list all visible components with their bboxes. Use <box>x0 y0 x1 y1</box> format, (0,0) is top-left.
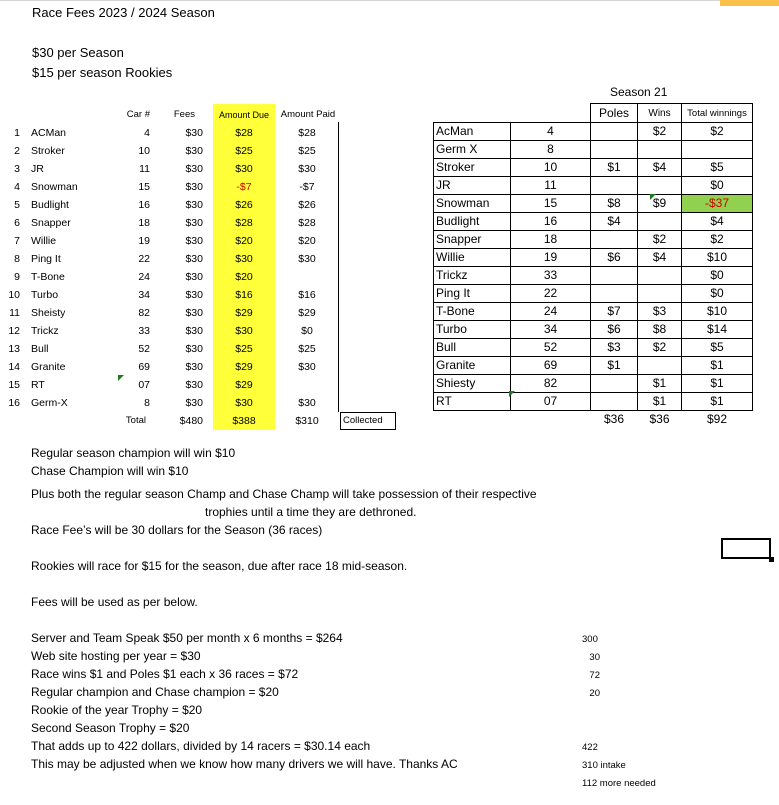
note-chase-champ[interactable]: Chase Champion will win $10 <box>31 464 189 478</box>
header-blank <box>434 104 511 123</box>
poles-cell[interactable] <box>591 123 638 141</box>
table-row <box>434 177 753 195</box>
table-row <box>0 322 420 340</box>
fee-cell[interactable]: $30 <box>185 145 203 157</box>
car-number[interactable]: 18 <box>511 231 591 249</box>
driver-name[interactable]: AcMan <box>434 123 511 141</box>
row-index[interactable]: 14 <box>8 361 20 373</box>
driver-name[interactable]: ACMan <box>31 127 67 139</box>
wins-cell[interactable]: $1 <box>638 393 682 411</box>
driver-name[interactable]: Granite <box>434 357 511 375</box>
total-paid[interactable]: $310 <box>295 415 319 427</box>
amount-due-cell[interactable]: $20 <box>235 235 253 247</box>
car-number[interactable]: 22 <box>138 253 150 265</box>
wins-cell[interactable]: $3 <box>638 303 682 321</box>
cost-line[interactable]: Rookie of the year Trophy = $20 <box>31 703 203 717</box>
total-winnings-cell[interactable]: $5 <box>682 339 753 357</box>
driver-name[interactable]: T-Bone <box>434 303 511 321</box>
cost-value[interactable]: 72 <box>589 670 600 681</box>
wins-cell[interactable]: $2 <box>638 231 682 249</box>
season-rate[interactable]: $30 per Season <box>32 45 124 60</box>
driver-name[interactable]: Turbo <box>31 289 59 301</box>
driver-name[interactable]: Stroker <box>31 145 65 157</box>
table-row <box>0 376 420 394</box>
left-table-header <box>0 106 420 124</box>
total-winnings-cell[interactable]: $10 <box>682 249 753 267</box>
cost-line[interactable]: Regular champion and Chase champion = $20 <box>31 685 279 699</box>
amount-paid-cell[interactable]: $25 <box>298 145 316 157</box>
table-row <box>434 159 753 177</box>
total-winnings-cell[interactable]: $0 <box>682 177 753 195</box>
car-number[interactable]: 15 <box>138 181 150 193</box>
car-number[interactable]: 16 <box>138 199 150 211</box>
car-number[interactable]: 33 <box>138 325 150 337</box>
comment-indicator-icon <box>509 391 515 397</box>
header-amount-paid[interactable]: Amount Paid <box>280 109 336 120</box>
wins-cell[interactable] <box>638 357 682 375</box>
driver-name[interactable]: Willie <box>434 249 511 267</box>
note-race-fee[interactable]: Race Fee’s will be 30 dollars for the Season (36 races) <box>31 523 323 537</box>
row-index[interactable]: 1 <box>14 127 20 139</box>
rookie-rate[interactable]: $15 per season Rookies <box>32 65 173 80</box>
note-trophies-cont[interactable]: trophies until a time they are dethroned. <box>205 505 417 519</box>
cost-line[interactable]: This may be adjusted when we know how many drivers we will have. Thanks AC <box>31 757 458 771</box>
amount-due-cell[interactable]: $16 <box>235 289 253 301</box>
amount-paid-cell[interactable]: $30 <box>298 163 316 175</box>
row-index[interactable]: 7 <box>14 235 20 247</box>
header-poles[interactable]: Poles <box>591 104 638 123</box>
table-row <box>434 249 753 267</box>
fee-cell[interactable]: $30 <box>185 199 203 211</box>
cost-value[interactable]: 30 <box>589 652 600 663</box>
total-winnings-cell[interactable]: $2 <box>682 123 753 141</box>
row-index[interactable]: 8 <box>14 253 20 265</box>
fee-cell[interactable]: $30 <box>185 379 203 391</box>
table-row <box>434 339 753 357</box>
collected-label[interactable]: Collected <box>340 412 396 430</box>
season-label[interactable]: Season 21 <box>610 85 668 99</box>
car-number[interactable]: 24 <box>138 271 150 283</box>
poles-cell[interactable]: $7 <box>591 303 638 321</box>
amount-paid-cell[interactable]: $30 <box>298 361 316 373</box>
winnings-table <box>433 103 753 428</box>
table-row <box>0 304 420 322</box>
comment-indicator-icon <box>650 194 656 200</box>
row-index[interactable]: 11 <box>9 307 20 319</box>
fee-cell[interactable]: $30 <box>185 217 203 229</box>
total-winnings-cell[interactable]: $1 <box>682 357 753 375</box>
header-wins[interactable]: Wins <box>638 104 682 123</box>
driver-name[interactable]: Sheisty <box>31 307 66 319</box>
poles-cell[interactable] <box>591 375 638 393</box>
fee-cell[interactable]: $30 <box>185 307 203 319</box>
wins-cell[interactable]: $4 <box>638 249 682 267</box>
amount-due-cell[interactable]: $29 <box>235 361 253 373</box>
table-row <box>434 195 753 213</box>
amount-paid-cell[interactable]: $28 <box>298 217 316 229</box>
wins-cell[interactable] <box>638 285 682 303</box>
header-amount-due[interactable]: Amount Due <box>218 110 270 120</box>
fee-cell[interactable]: $30 <box>185 181 203 193</box>
driver-name[interactable]: Budlight <box>434 213 511 231</box>
more-needed[interactable]: 112 more needed <box>582 778 656 789</box>
amount-due-cell[interactable]: $30 <box>235 397 253 409</box>
cost-value[interactable]: 422 <box>582 742 598 753</box>
car-number[interactable]: 11 <box>139 163 150 175</box>
car-number[interactable]: 52 <box>511 339 591 357</box>
table-row <box>434 321 753 339</box>
table-row <box>434 231 753 249</box>
amount-paid-cell[interactable]: $29 <box>298 307 316 319</box>
row-index[interactable]: 16 <box>8 397 20 409</box>
footer-blank <box>511 411 591 429</box>
car-number[interactable]: 82 <box>511 375 591 393</box>
driver-name[interactable]: Bull <box>31 343 49 355</box>
row-index[interactable]: 13 <box>8 343 20 355</box>
amount-due-cell[interactable]: $25 <box>235 343 253 355</box>
total-winnings-cell[interactable]: $4 <box>682 213 753 231</box>
car-number[interactable]: 18 <box>138 217 150 229</box>
driver-name[interactable]: Germ-X <box>31 397 68 409</box>
poles-cell[interactable]: $3 <box>591 339 638 357</box>
cost-line[interactable]: That adds up to 422 dollars, divided by 14 racers = $30.14 each <box>31 739 371 753</box>
car-number[interactable]: 82 <box>138 307 150 319</box>
total-label[interactable]: Total <box>125 415 146 426</box>
table-row <box>434 303 753 321</box>
car-number[interactable]: 4 <box>511 123 591 141</box>
table-row <box>0 358 420 376</box>
driver-name[interactable]: Ping It <box>434 285 511 303</box>
car-number[interactable]: 33 <box>511 267 591 285</box>
total-winnings-cell[interactable]: $5 <box>682 159 753 177</box>
car-number[interactable]: 8 <box>144 397 150 409</box>
note-regular-champ[interactable]: Regular season champion will win $10 <box>31 446 236 460</box>
amount-due-cell[interactable]: -$7 <box>236 181 252 193</box>
driver-name[interactable]: Shiesty <box>434 375 511 393</box>
amount-due-cell[interactable]: $28 <box>235 127 253 139</box>
amount-due-cell[interactable]: $30 <box>235 163 253 175</box>
fee-cell[interactable]: $30 <box>185 343 203 355</box>
driver-name[interactable]: Snapper <box>31 217 71 229</box>
fee-cell[interactable]: $30 <box>185 289 203 301</box>
driver-name[interactable]: Trickz <box>31 325 59 337</box>
car-number[interactable]: 34 <box>138 289 150 301</box>
comment-indicator-icon <box>118 375 124 381</box>
row-index[interactable]: 4 <box>14 181 20 193</box>
poles-cell[interactable] <box>591 141 638 159</box>
car-number[interactable]: 34 <box>511 321 591 339</box>
amount-due-cell[interactable]: $26 <box>235 199 253 211</box>
table-row <box>0 250 420 268</box>
table-row <box>0 214 420 232</box>
table-row <box>0 124 420 142</box>
table-row <box>0 340 420 358</box>
row-index[interactable]: 12 <box>8 325 20 337</box>
poles-cell[interactable] <box>591 267 638 285</box>
car-number[interactable]: 15 <box>511 195 591 213</box>
row-index[interactable]: 3 <box>14 163 20 175</box>
cost-line[interactable]: Race wins $1 and Poles $1 each x 36 races = $72 <box>31 667 299 681</box>
amount-paid-cell[interactable]: $26 <box>298 199 316 211</box>
fee-cell[interactable]: $30 <box>185 163 203 175</box>
poles-cell[interactable] <box>591 177 638 195</box>
row-index[interactable]: 6 <box>14 217 20 229</box>
driver-name[interactable]: T-Bone <box>31 271 65 283</box>
driver-name[interactable]: Trickz <box>434 267 511 285</box>
total-winnings[interactable]: $92 <box>706 412 728 426</box>
amount-paid-cell[interactable]: $16 <box>298 289 316 301</box>
wins-cell[interactable]: $2 <box>638 123 682 141</box>
driver-name[interactable]: Snowman <box>31 181 78 193</box>
fee-cell[interactable]: $30 <box>185 271 203 283</box>
left-table-total-row <box>0 412 420 430</box>
total-winnings-cell[interactable]: $2 <box>682 231 753 249</box>
driver-name[interactable]: Turbo <box>434 321 511 339</box>
car-number[interactable]: 11 <box>511 177 591 195</box>
car-number[interactable]: 22 <box>511 285 591 303</box>
cost-value[interactable]: 310 intake <box>582 760 626 771</box>
car-number[interactable]: 24 <box>511 303 591 321</box>
fee-cell[interactable]: $30 <box>185 325 203 337</box>
amount-paid-cell[interactable]: $20 <box>298 235 316 247</box>
total-winnings-cell[interactable]: $0 <box>682 285 753 303</box>
driver-name[interactable]: Bull <box>434 339 511 357</box>
table-row <box>0 286 420 304</box>
amount-due-cell[interactable]: $30 <box>235 253 253 265</box>
wins-cell[interactable]: $8 <box>638 321 682 339</box>
table-row <box>434 267 753 285</box>
table-row <box>0 394 420 412</box>
sheet-title[interactable]: Race Fees 2023 / 2024 Season <box>32 5 215 20</box>
amount-paid-cell[interactable]: $25 <box>298 343 316 355</box>
total-winnings-cell[interactable]: -$37 <box>682 195 753 213</box>
table-row <box>434 357 753 375</box>
cost-value[interactable]: 300 <box>582 634 598 645</box>
note-rookies[interactable]: Rookies will race for $15 for the season, due after race 18 mid-season. <box>31 559 408 573</box>
poles-cell[interactable]: $4 <box>591 213 638 231</box>
car-number[interactable]: 10 <box>138 145 150 157</box>
cost-line[interactable]: Server and Team Speak $50 per month x 6 months = $264 <box>31 631 343 645</box>
driver-name[interactable]: Granite <box>31 361 66 373</box>
poles-cell[interactable]: $8 <box>591 195 638 213</box>
poles-cell[interactable]: $6 <box>591 321 638 339</box>
wins-cell[interactable]: $4 <box>638 159 682 177</box>
table-row <box>434 393 753 411</box>
total-winnings-cell[interactable]: $0 <box>682 267 753 285</box>
fee-cell[interactable]: $30 <box>185 397 203 409</box>
poles-cell[interactable]: $1 <box>591 357 638 375</box>
poles-cell[interactable] <box>591 231 638 249</box>
car-number[interactable]: 07 <box>138 379 150 391</box>
total-winnings-cell[interactable]: $10 <box>682 303 753 321</box>
gridline <box>0 0 720 1</box>
amount-paid-cell[interactable]: $30 <box>298 253 316 265</box>
header-fees[interactable]: Fees <box>173 109 195 120</box>
driver-name[interactable]: RT <box>31 379 45 391</box>
driver-name[interactable]: Snapper <box>434 231 511 249</box>
amount-due-cell[interactable]: $29 <box>235 379 253 391</box>
cost-line[interactable]: Second Season Trophy = $20 <box>31 721 190 735</box>
wins-cell[interactable] <box>638 213 682 231</box>
car-number[interactable]: 19 <box>138 235 150 247</box>
table-row <box>0 178 420 196</box>
amount-due-cell[interactable]: $25 <box>235 145 253 157</box>
row-index[interactable]: 5 <box>14 199 20 211</box>
total-due[interactable]: $388 <box>232 415 256 427</box>
cost-value[interactable]: 20 <box>589 688 600 699</box>
header-total-winnings[interactable]: Total winnings <box>682 104 753 123</box>
fee-cell[interactable]: $30 <box>185 253 203 265</box>
table-row <box>434 141 753 159</box>
table-row <box>0 232 420 250</box>
header-blank <box>511 104 591 123</box>
amount-due-cell[interactable]: $29 <box>235 307 253 319</box>
car-number[interactable]: 8 <box>511 141 591 159</box>
amount-paid-cell[interactable]: $30 <box>298 397 316 409</box>
driver-name[interactable]: JR <box>31 163 44 175</box>
car-number[interactable]: 07 <box>511 393 591 411</box>
car-number[interactable]: 69 <box>511 357 591 375</box>
car-number[interactable]: 19 <box>511 249 591 267</box>
wins-cell[interactable]: $9 <box>638 195 682 213</box>
poles-cell[interactable]: $6 <box>591 249 638 267</box>
car-number[interactable]: 10 <box>511 159 591 177</box>
total-poles[interactable]: $36 <box>603 412 625 426</box>
selected-column-header[interactable] <box>720 0 779 6</box>
row-index[interactable]: 15 <box>8 379 20 391</box>
header-car[interactable]: Car # <box>126 109 150 120</box>
wins-cell[interactable]: $1 <box>638 375 682 393</box>
fee-cell[interactable]: $30 <box>185 127 203 139</box>
table-row <box>0 142 420 160</box>
active-cell-selection[interactable] <box>721 538 771 559</box>
car-number[interactable]: 69 <box>138 361 150 373</box>
cost-line[interactable]: Web site hosting per year = $30 <box>31 649 201 663</box>
table-row <box>0 268 420 286</box>
total-winnings-cell[interactable]: $1 <box>682 393 753 411</box>
poles-cell[interactable] <box>591 285 638 303</box>
wins-cell[interactable]: $2 <box>638 339 682 357</box>
amount-paid-cell[interactable]: $0 <box>301 325 313 337</box>
driver-name[interactable]: Ping It <box>31 253 61 265</box>
amount-due-cell[interactable]: $20 <box>235 271 253 283</box>
table-row <box>434 285 753 303</box>
total-winnings-cell[interactable]: $1 <box>682 375 753 393</box>
amount-due-cell[interactable]: $28 <box>235 217 253 229</box>
amount-paid-cell[interactable]: $28 <box>298 127 316 139</box>
wins-cell[interactable] <box>638 267 682 285</box>
driver-name[interactable]: Willie <box>31 235 57 247</box>
row-index[interactable]: 2 <box>14 145 20 157</box>
amount-due-cell[interactable]: $30 <box>235 325 253 337</box>
row-index[interactable]: 9 <box>14 271 20 283</box>
driver-name[interactable]: Budlight <box>31 199 69 211</box>
row-index[interactable]: 10 <box>8 289 20 301</box>
table-row <box>434 123 753 141</box>
footer-blank <box>434 411 511 429</box>
table-row <box>0 160 420 178</box>
driver-name[interactable]: Snowman <box>434 195 511 213</box>
note-trophies[interactable]: Plus both the regular season Champ and Chase Champ will take possession of their respective <box>31 487 537 501</box>
wins-cell[interactable] <box>638 141 682 159</box>
table-row <box>0 196 420 214</box>
note-fees-use[interactable]: Fees will be used as per below. <box>31 595 198 609</box>
fee-cell[interactable]: $30 <box>185 235 203 247</box>
driver-name[interactable]: Germ X <box>434 141 511 159</box>
total-wins[interactable]: $36 <box>649 412 670 426</box>
driver-name[interactable]: JR <box>434 177 511 195</box>
total-fees[interactable]: $480 <box>179 415 203 427</box>
car-number[interactable]: 4 <box>144 127 150 139</box>
total-winnings-cell[interactable] <box>682 141 753 159</box>
table-row <box>434 213 753 231</box>
car-number[interactable]: 52 <box>138 343 150 355</box>
car-number[interactable]: 16 <box>511 213 591 231</box>
wins-cell[interactable] <box>638 177 682 195</box>
table-row <box>434 375 753 393</box>
driver-name[interactable]: RT <box>434 393 511 411</box>
poles-cell[interactable]: $1 <box>591 159 638 177</box>
poles-cell[interactable] <box>591 393 638 411</box>
amount-paid-cell[interactable]: -$7 <box>299 181 315 193</box>
fee-cell[interactable]: $30 <box>185 361 203 373</box>
driver-name[interactable]: Stroker <box>434 159 511 177</box>
total-winnings-cell[interactable]: $14 <box>682 321 753 339</box>
